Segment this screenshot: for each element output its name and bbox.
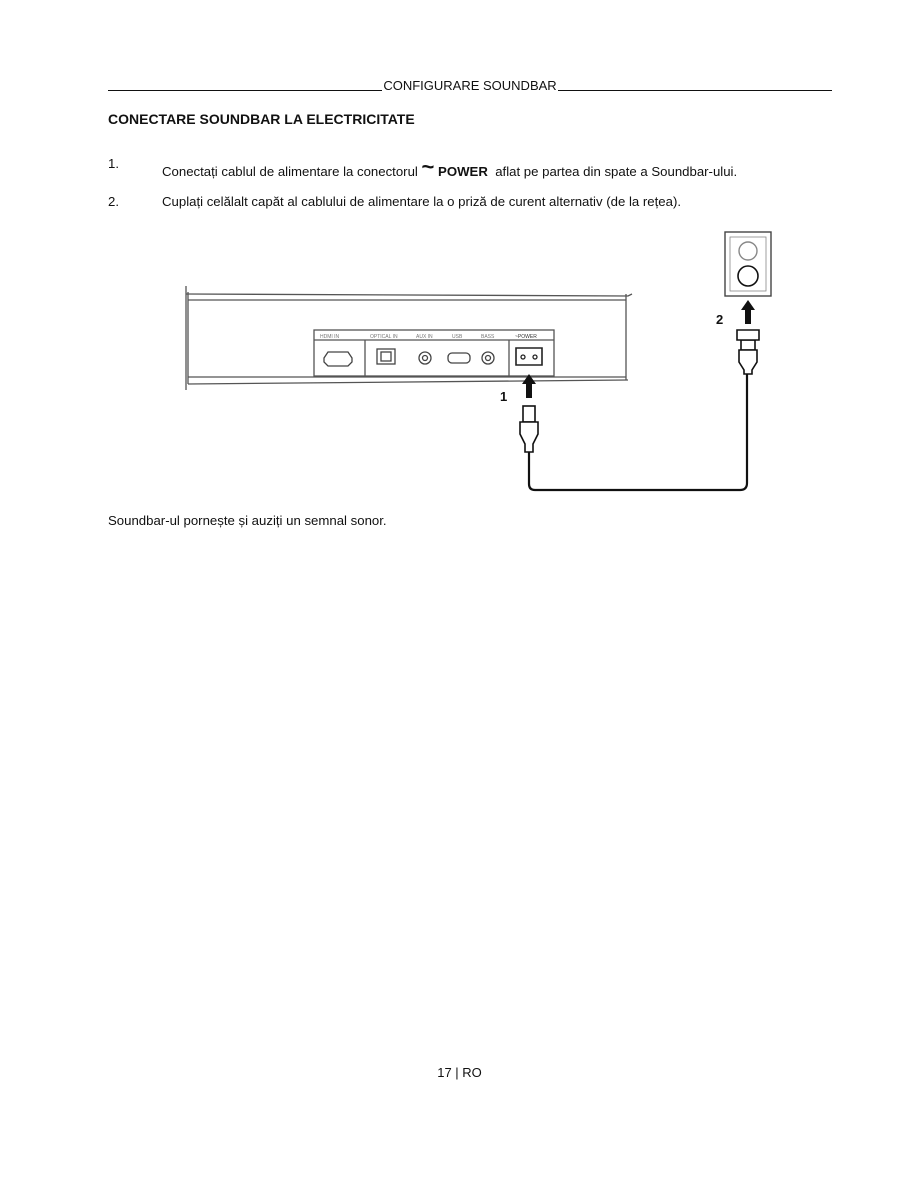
step-text (162, 156, 737, 182)
port-label: USB (452, 334, 463, 340)
running-header (108, 75, 832, 93)
power-label: POWER (438, 164, 488, 179)
wall-plug-icon (737, 330, 759, 374)
power-connection-diagram (180, 228, 780, 498)
step-number: 2. (108, 194, 119, 209)
port-label: AUX IN (416, 334, 433, 340)
header-title: CONFIGURARE SOUNDBAR (383, 78, 557, 93)
section-heading: CONECTARE SOUNDBAR LA ELECTRICITATE (108, 111, 415, 127)
step-text-part: Conectați cablul de alimentare la conectorul (162, 164, 422, 179)
header-rule-left (108, 89, 382, 91)
port-labels (320, 334, 537, 340)
port-label: ~POWER (515, 334, 537, 340)
power-cable (529, 373, 747, 490)
port-label: BASS (481, 334, 495, 340)
ac-tilde-icon: ~ (421, 154, 435, 179)
callout-1: 1 (500, 389, 508, 404)
arrow-2-icon (741, 300, 755, 324)
step-text-part: aflat pe partea din spate a Soundbar-ului. (487, 164, 738, 179)
step-text: Cuplați celălalt capăt al cablului de alimentare la o priză de curent alternativ (de la rețea). (162, 194, 681, 209)
callout-2: 2 (716, 312, 724, 327)
header-rule-right (558, 89, 832, 91)
port-label: OPTICAL IN (370, 334, 398, 340)
port-label: HDMI IN (320, 334, 340, 340)
soundbar-plug-icon (520, 406, 538, 452)
step-number: 1. (108, 156, 119, 171)
soundbar-illustration (186, 286, 632, 390)
result-text: Soundbar-ul pornește și auziți un semnal sonor. (108, 513, 387, 528)
wall-outlet-icon (725, 232, 771, 296)
page-number: 17 | RO (437, 1065, 482, 1080)
